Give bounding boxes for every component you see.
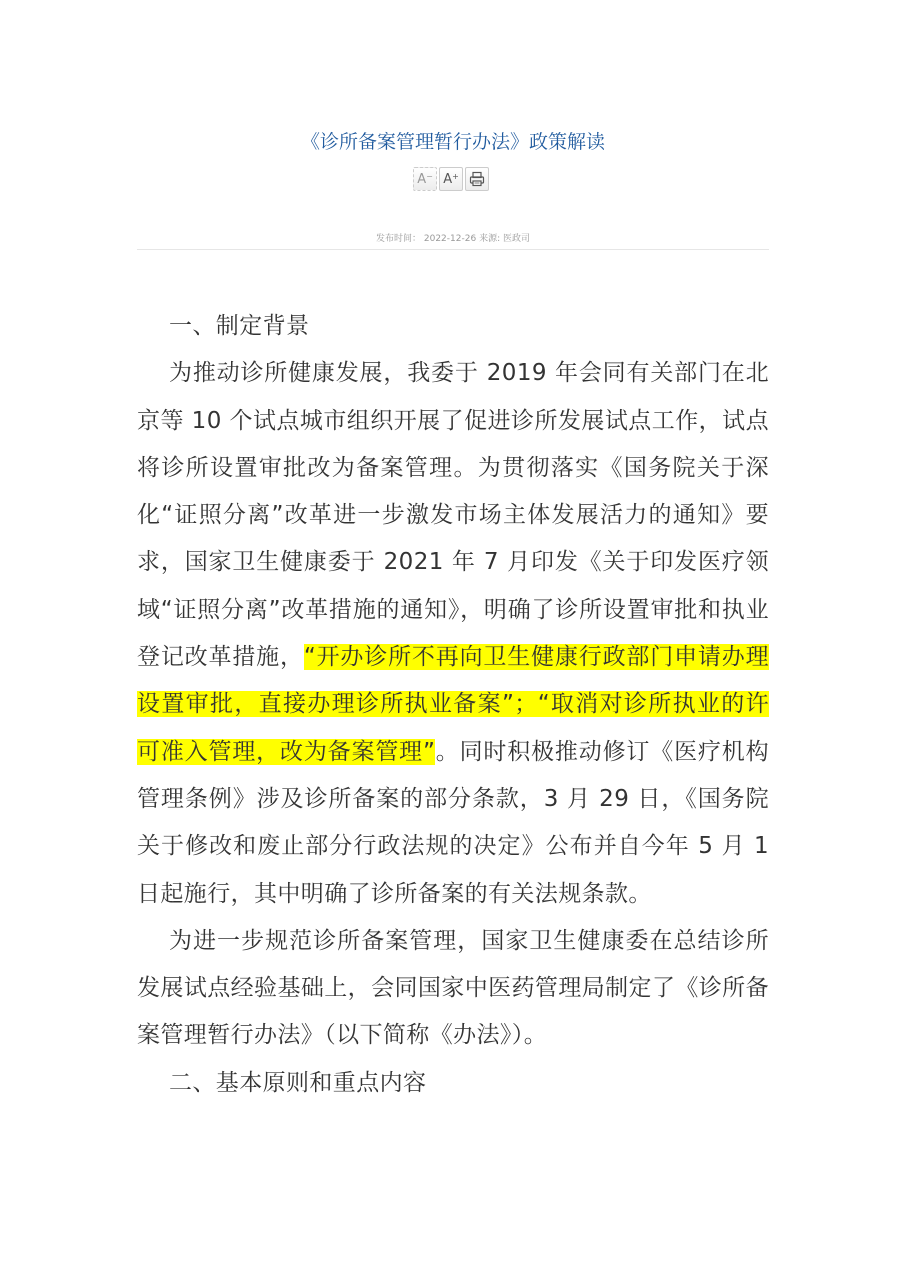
article-tools (413, 167, 489, 191)
font-increase-button[interactable]: A + (439, 167, 463, 191)
paragraph-background (137, 350, 769, 918)
font-decrease-label: A (417, 171, 427, 187)
page-title: 《诊所备案管理暂行办法》政策解读 (300, 131, 605, 153)
font-increase-label: A (443, 171, 453, 187)
publish-date: 2022-12-26 (423, 234, 477, 244)
publish-label: 发布时间： (375, 234, 421, 244)
source-label: 来源: (479, 234, 501, 244)
paragraph-text-continued: 。同时积极推动修订《医疗机构管理条例》涉及诊所备案的部分条款，3 月 29 日，《国务院关于修改和废止部分行政法规的决定》公布并自今年 5 月 1 日起施行，其中明确了诊所备案的有关法规条款。 (137, 738, 769, 907)
source-value: 医政司 (502, 234, 530, 244)
printer-icon (469, 171, 485, 187)
section-heading-background: 一、制定背景 (169, 313, 310, 339)
paragraph-purpose: 为进一步规范诊所备案管理，国家卫生健康委在总结诊所发展试点经验基础上，会同国家中医药管理局制定了《诊所备案管理暂行办法》（以下简称《办法》）。 (137, 927, 769, 1049)
highlighted-text: “开办诊所不再向卫生健康行政部门申请办理设置审批，直接办理诊所执业备案”；“取消对诊所执业的许可准入管理，改为备案管理” (137, 644, 769, 765)
article-body (137, 303, 769, 1107)
article-meta (137, 229, 769, 250)
section-heading-principles: 二、基本原则和重点内容 (169, 1069, 427, 1096)
paragraph-text: 为推动诊所健康发展，我委于 2019 年会同有关部门在北京等 10 个试点城市组织开展了促进诊所发展试点工作，试点将诊所设置审批改为备案管理。为贯彻落实《国务院关于深化“证照分离”改革进一步激发市场主体发展活力的通知》要求，国家卫生健康委于 2021 年 7 月印发《关于印发医疗领域“证照分离”改革措施的通知》，明确了诊所设置审批和执业登记改革措施， (137, 360, 769, 671)
font-decrease-button[interactable]: A − (413, 167, 437, 191)
print-button[interactable] (465, 167, 489, 191)
